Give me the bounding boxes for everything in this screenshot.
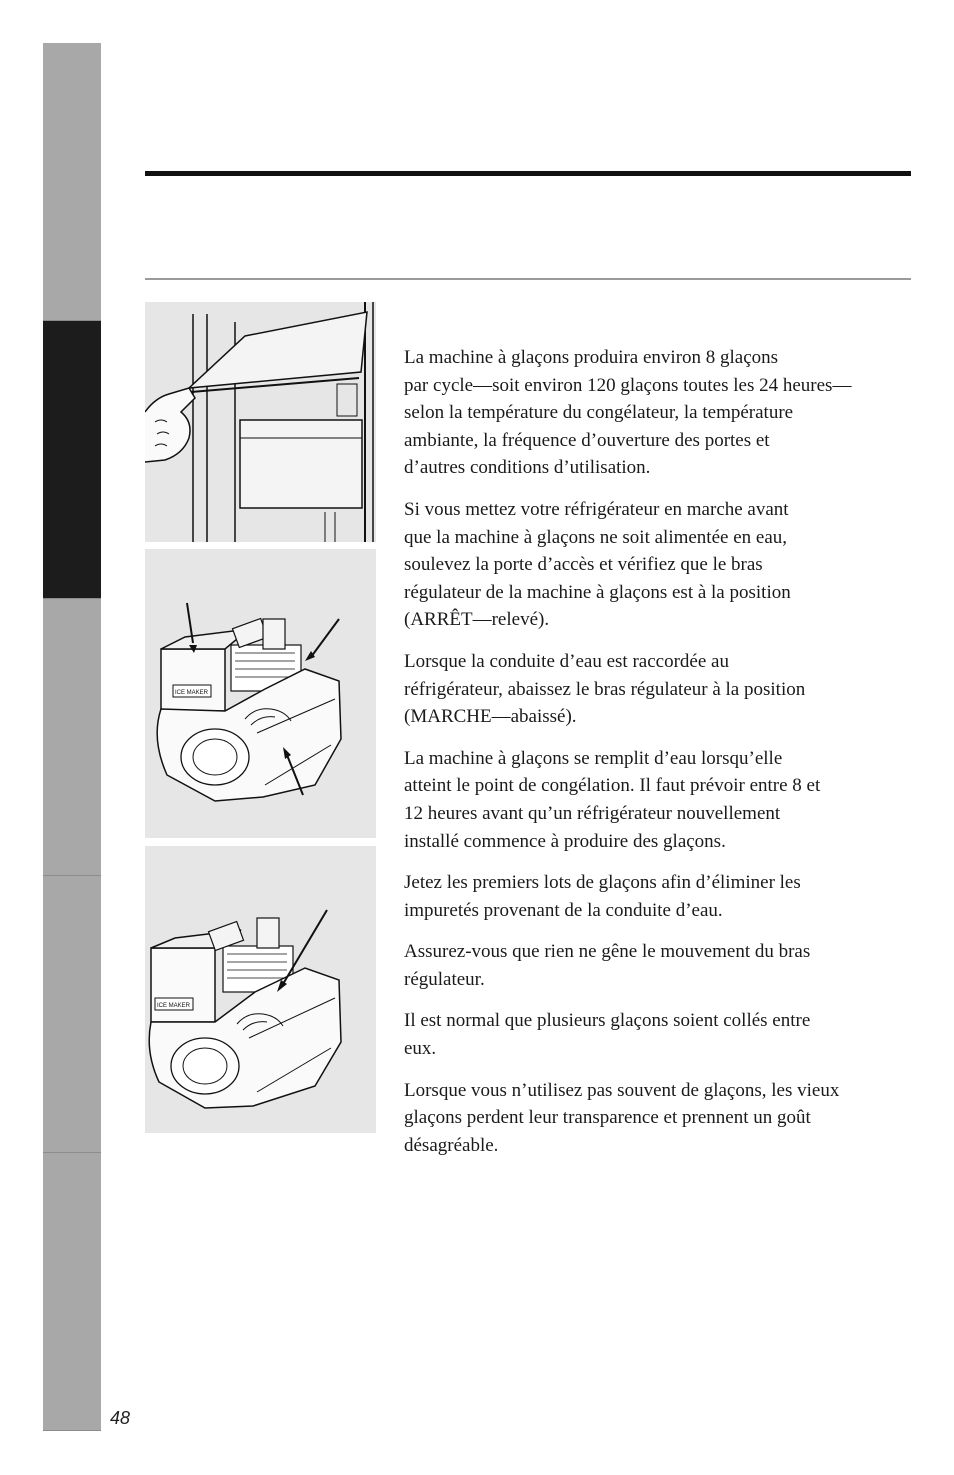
paragraph-old-ice: Lorsque vous n’utilisez pas souvent de glaçons, les vieux glaçons perdent leur transparence et prennent un goût désagréable. xyxy=(404,1079,840,1156)
figure-ice-maker-arm-up xyxy=(145,549,376,838)
section-tab-5[interactable] xyxy=(43,1153,101,1431)
figure-access-door xyxy=(145,302,376,542)
paragraph-discard: Jetez les premiers lots de glaçons afin d’éliminer les impuretés provenant de la conduite d’eau. xyxy=(404,872,801,921)
section-tab-4[interactable] xyxy=(43,876,101,1153)
body-text xyxy=(404,344,919,1173)
ice-maker-label: ICE MAKER xyxy=(175,690,209,696)
ice-maker-label: ICE MAKER xyxy=(157,1003,191,1009)
ice-maker-illustration xyxy=(145,549,376,838)
section-tab-1[interactable] xyxy=(43,43,101,321)
paragraph-obstruction: Assurez-vous que rien ne gêne le mouvement du bras régulateur. xyxy=(404,941,811,990)
paragraph-arm-on: Lorsque la conduite d’eau est raccordée au réfrigérateur, abaissez le bras régulateur à la position (MARCHE—abaissé). xyxy=(404,650,806,728)
paragraph-stuck: Il est normal que plusieurs glaçons soient collés entre eux. xyxy=(404,1010,811,1060)
access-door-illustration xyxy=(145,302,376,542)
section-tab-2-active[interactable] xyxy=(43,321,101,599)
subheader-rule xyxy=(145,278,911,280)
figure-ice-maker-arm-down xyxy=(145,846,376,1133)
page-number: 48 xyxy=(110,1408,131,1428)
paragraph-production: La machine à glaçons produira environ 8 glaçons par cycle—soit environ 120 glaçons toutes les 24 heures— selon la température du congélateur, la température ambiante, la fréquence d’ouverture des portes et d’autres conditions d’utilisation. xyxy=(404,347,852,479)
ice-maker-arm-down-illustration xyxy=(145,846,376,1133)
paragraph-fill-time: La machine à glaçons se remplit d’eau lorsqu’elle atteint le point de congélation. Il faut prévoir entre 8 et 12 heures avant qu’un réfrigérateur nouvellement installé commence à produire des glaçons. xyxy=(404,747,821,852)
header-rule xyxy=(145,171,911,176)
paragraph-arm-off: Si vous mettez votre réfrigérateur en marche avant que la machine à glaçons ne soit alimentée en eau, soulevez la porte d’accès et vérifiez que le bras régulateur de la machine à glaçons est à la position (ARRÊT—relevé). xyxy=(404,498,791,631)
section-tab-3[interactable] xyxy=(43,599,101,876)
section-tabs xyxy=(43,43,101,1431)
